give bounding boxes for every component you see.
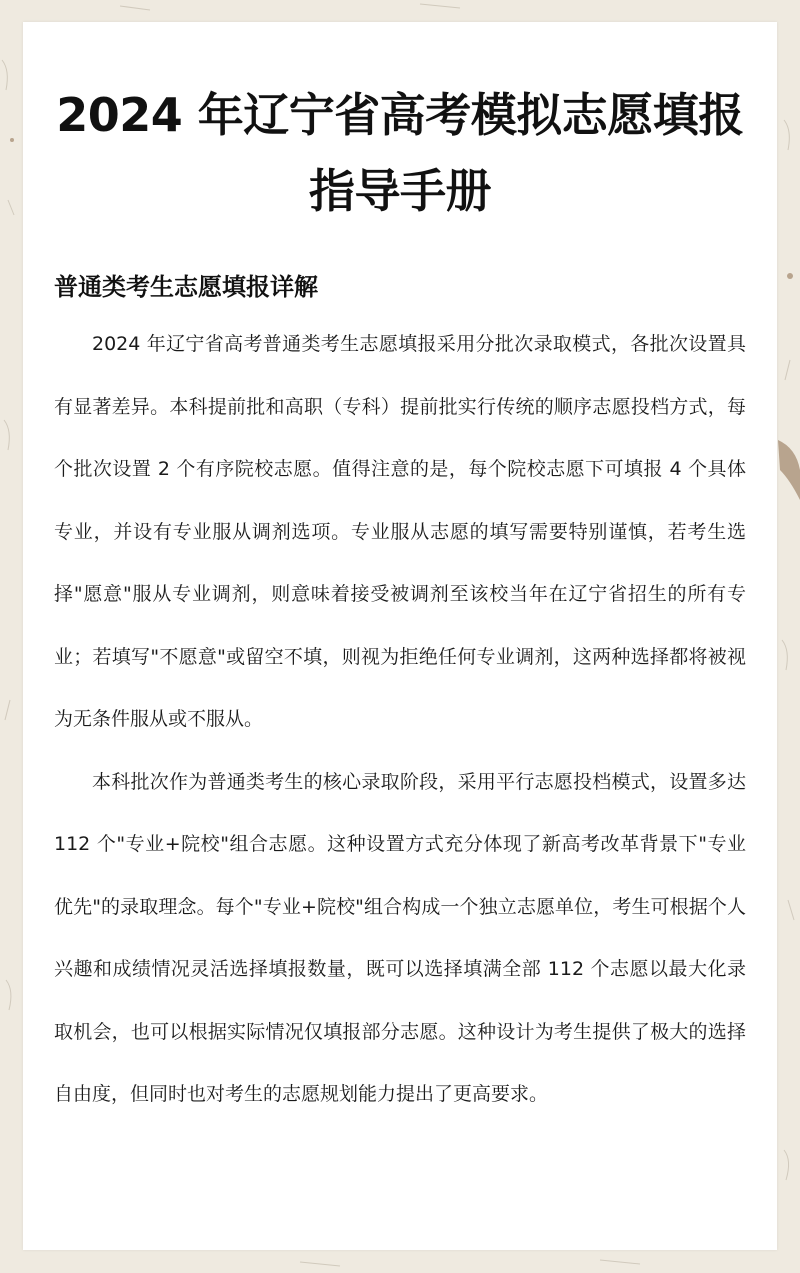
- section-heading: 普通类考生志愿填报详解: [54, 273, 318, 301]
- document-page: [23, 22, 777, 1250]
- body-paragraph: 本科批次作为普通类考生的核心录取阶段，采用平行志愿投档模式，设置多达 112 个"专业+院校"组合志愿。这种设置方式充分体现了新高考改革背景下"专业优先"的录取理念。每个"专业+院校"组合构成一个独立志愿单位，考生可根据个人兴趣和成绩情况灵活选择填报数量，既可以选择填满全部 112 个志愿以最大化录取机会，也可以根据实际情况仅填报部分志愿。这种设计为考生提供了极大的选择自由度，但同时也对考生的志愿规划能力提出了更高要求。: [54, 770, 746, 1105]
- body-paragraph: 2024 年辽宁省高考普通类考生志愿填报采用分批次录取模式，各批次设置具有显著差异。本科提前批和高职（专科）提前批实行传统的顺序志愿投档方式，每个批次设置 2 个有序院校志愿。值得注意的是，每个院校志愿下可填报 4 个具体专业，并设有专业服从调剂选项。专业服从志愿的填写需要特别谨慎，若考生选择"愿意"服从专业调剂，则意味着接受被调剂至该校当年在辽宁省招生的所有专业；若填写"不愿意"或留空不填，则视为拒绝任何专业调剂，这两种选择都将被视为无条件服从或不服从。: [54, 333, 746, 730]
- page-title: 2024 年辽宁省高考模拟志愿填报指导手册: [56, 88, 744, 218]
